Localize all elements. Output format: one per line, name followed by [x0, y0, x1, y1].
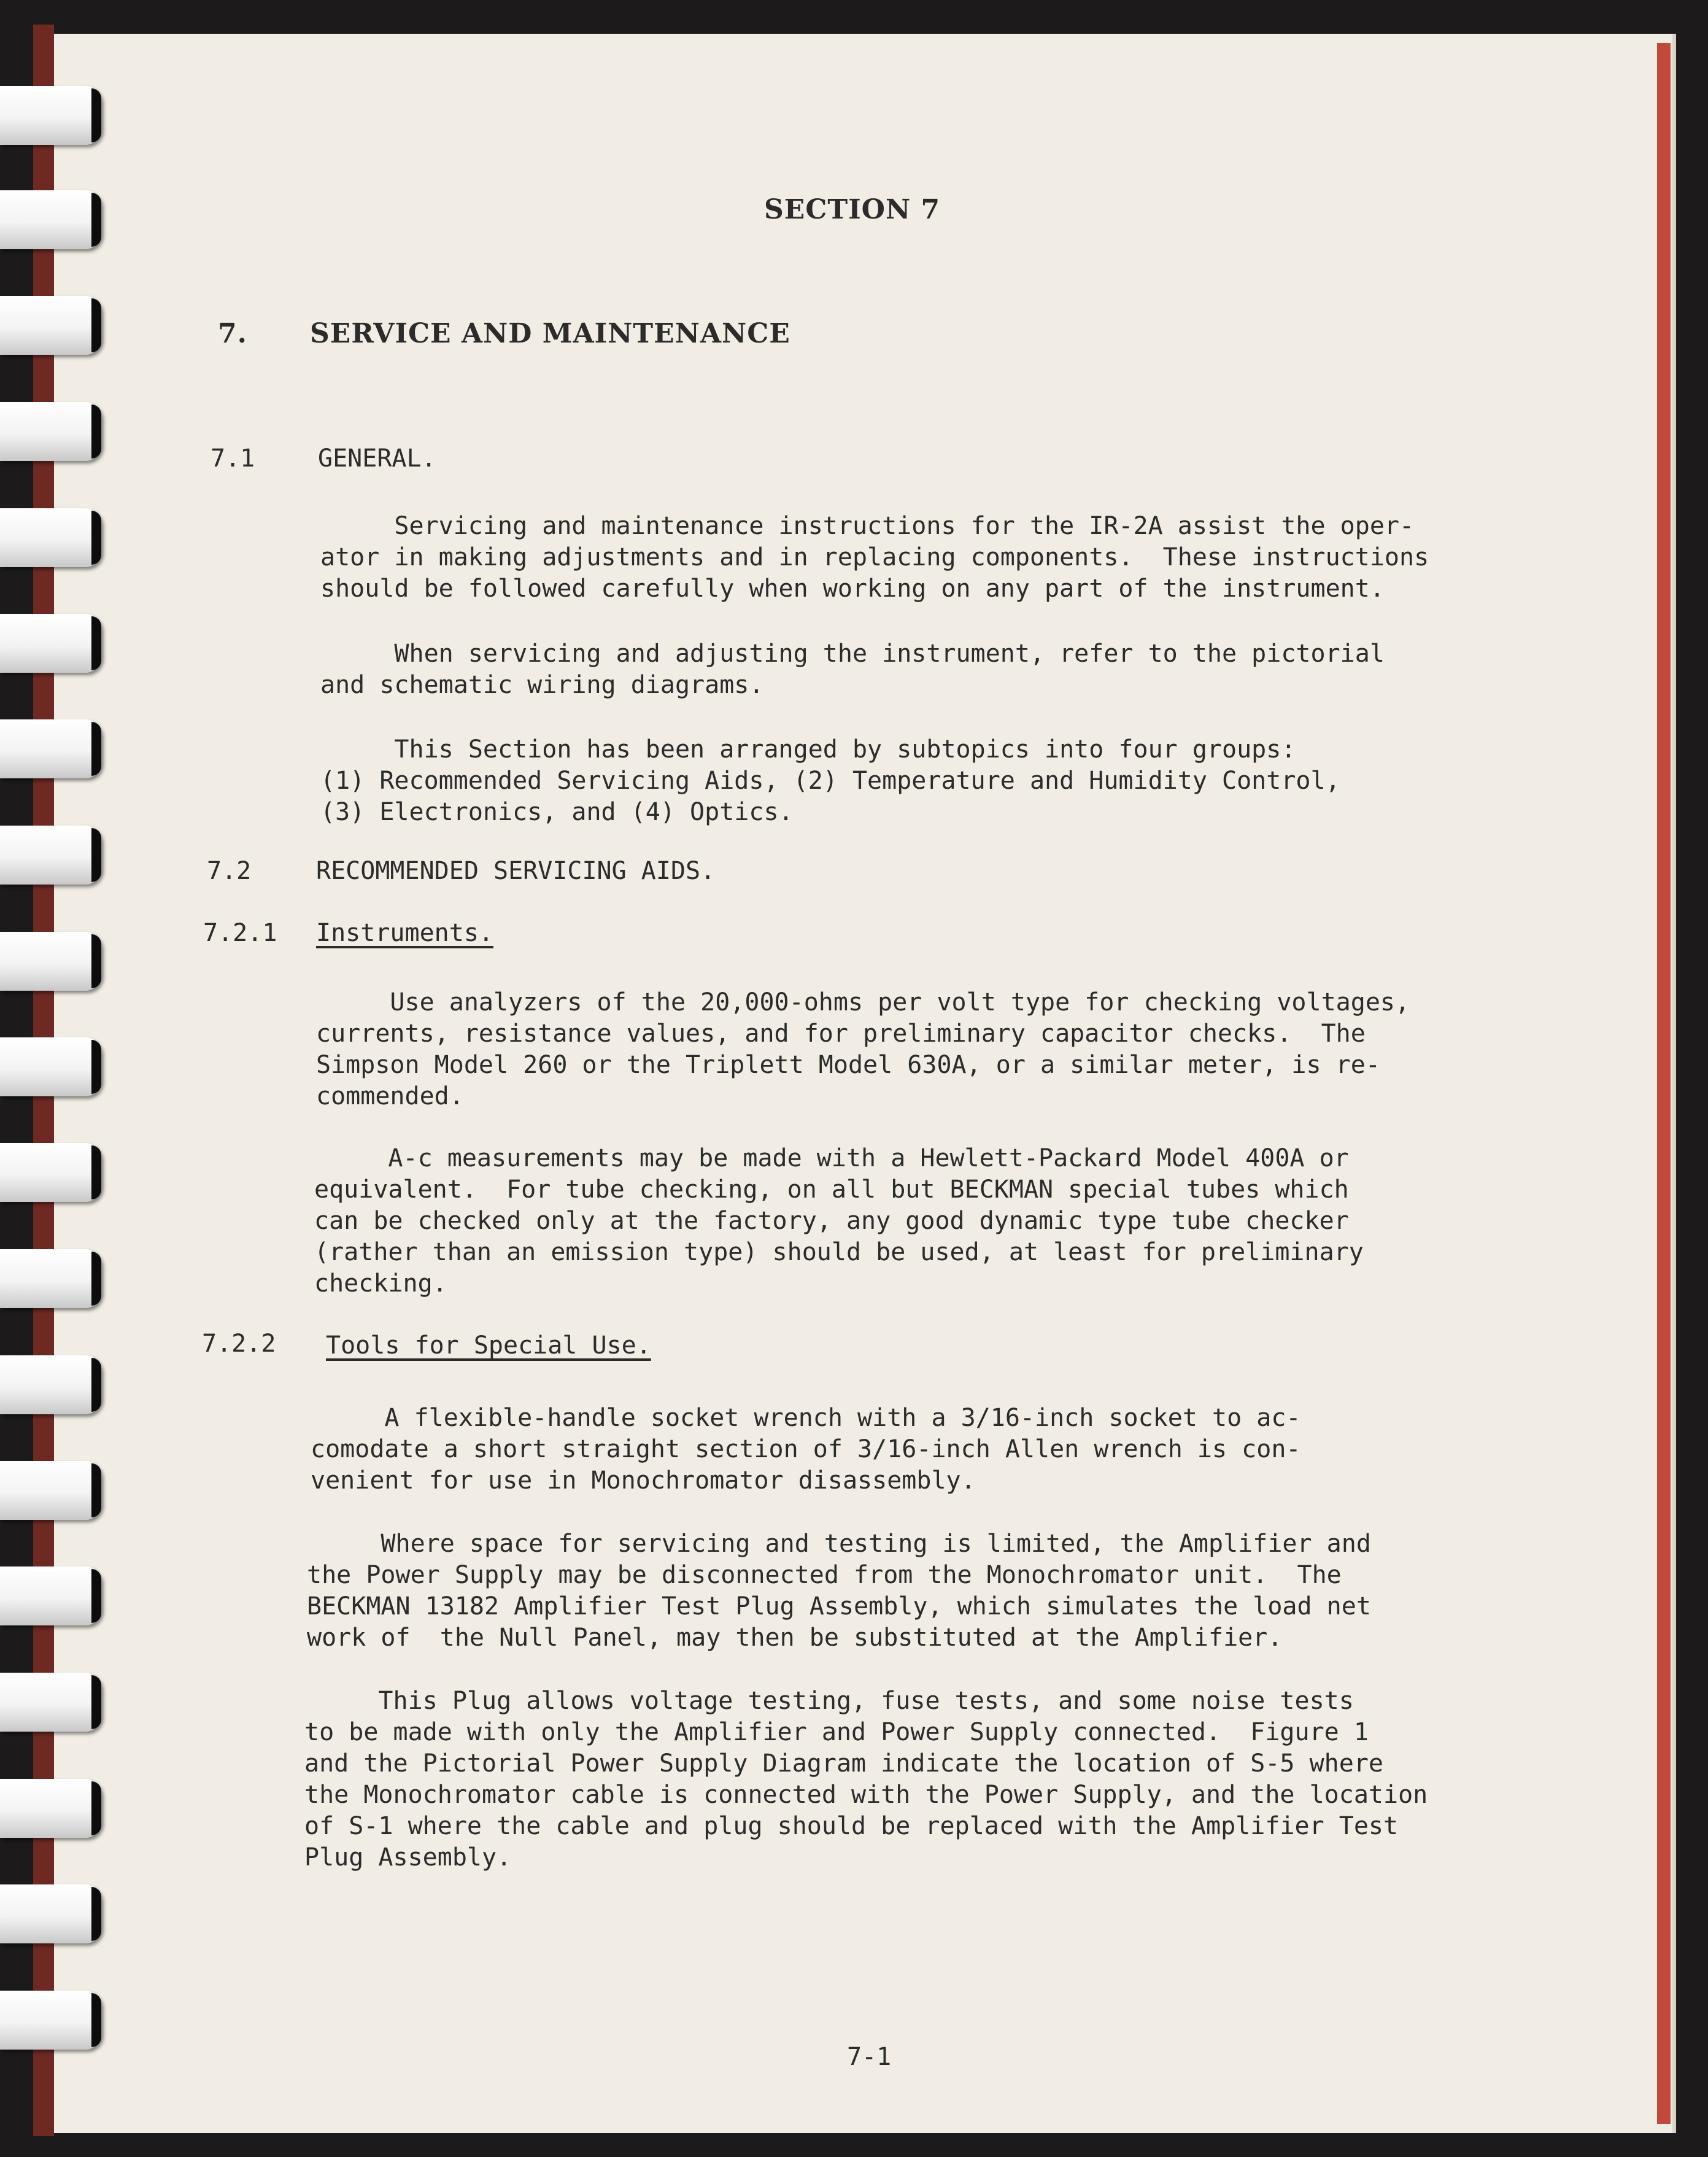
binding-ring — [0, 1037, 101, 1096]
binding-ring — [0, 1884, 101, 1943]
binding-ring — [0, 1566, 101, 1625]
binding-ring — [0, 1673, 101, 1732]
subsection-number: 7.2.2 — [202, 1330, 276, 1358]
paragraph: Servicing and maintenance instructions for the IR-2A assist the oper- ator in making adjustments and in replacing components. These instructions should be followed carefully when working on any part of the instrument. — [320, 512, 1429, 603]
subsection-number: 7.2.1 — [203, 919, 277, 947]
binding-ring — [0, 1461, 101, 1520]
binding-ring — [0, 402, 101, 461]
section-heading: GENERAL. — [318, 444, 436, 473]
binding-ring — [0, 1249, 101, 1308]
section-number: 7.1 — [211, 444, 255, 473]
section-title: SECTION 7 — [764, 194, 941, 225]
binding-ring — [0, 719, 101, 778]
chapter-number: 7. — [218, 318, 247, 349]
binding-ring — [0, 508, 101, 567]
subsection-heading: Instruments. — [316, 919, 493, 947]
subsection-heading: Tools for Special Use. — [326, 1331, 651, 1360]
paragraph: A flexible-handle socket wrench with a 3/16-inch socket to ac- comodate a short straight section of 3/16-inch Allen wrench is con- venient for use in Monochromator disassembly. — [311, 1404, 1301, 1495]
binding-ring — [0, 1779, 101, 1838]
page-number: 7-1 — [847, 2043, 892, 2071]
paragraph: Use analyzers of the 20,000-ohms per volt type for checking voltages, currents, resistance values, and for preliminary capacitor checks. The Simpson Model 260 or the Triplett Model 630A, or a similar meter, is re- commended. — [316, 988, 1410, 1110]
binding-ring — [0, 190, 101, 249]
section-heading: RECOMMENDED SERVICING AIDS. — [316, 857, 716, 885]
red-page-edge — [1657, 43, 1671, 2124]
binding-ring — [0, 614, 101, 673]
binding-ring — [0, 86, 101, 145]
paragraph: This Section has been arranged by subtopics into four groups: (1) Recommended Servicing Aids, (2) Temperature and Humidity Control, (3) Electronics, and (4) Optics. — [320, 735, 1340, 826]
binding-ring — [0, 296, 101, 355]
spiral-binding — [0, 0, 98, 2157]
paragraph: This Plug allows voltage testing, fuse tests, and some noise tests to be made with only the Amplifier and Power Supply connected. Figure 1 and the Pictorial Power Supply Diagram indicate the location of S-5 where the Monochromator cable is connected with the Power Supply, and the location of S-1 where the cable and plug should be replaced with the Amplifier Test Plug Assembly. — [304, 1687, 1428, 1872]
binding-ring — [0, 826, 101, 885]
paragraph: A-c measurements may be made with a Hewlett-Packard Model 400A or equivalent. For tube checking, on all but BECKMAN special tubes which can be checked only at the factory, any good dynamic type tube checker (rather than an emission type) should be used, at least for preliminary checking. — [314, 1144, 1364, 1298]
binding-ring — [0, 1991, 101, 2050]
paragraph: When servicing and adjusting the instrument, refer to the pictorial and schematic wiring diagrams. — [320, 640, 1385, 699]
paragraph: Where space for servicing and testing is limited, the Amplifier and the Power Supply may be disconnected from the Monochromator unit. The BECKMAN 13182 Amplifier Test Plug Assembly, which simulates the load net work of the Null Panel, may then be substituted at the Amplifier. — [307, 1530, 1371, 1652]
section-number: 7.2 — [207, 857, 252, 885]
binding-ring — [0, 932, 101, 991]
chapter-title: SERVICE AND MAINTENANCE — [310, 318, 790, 349]
binding-ring — [0, 1355, 101, 1414]
binding-ring — [0, 1143, 101, 1202]
